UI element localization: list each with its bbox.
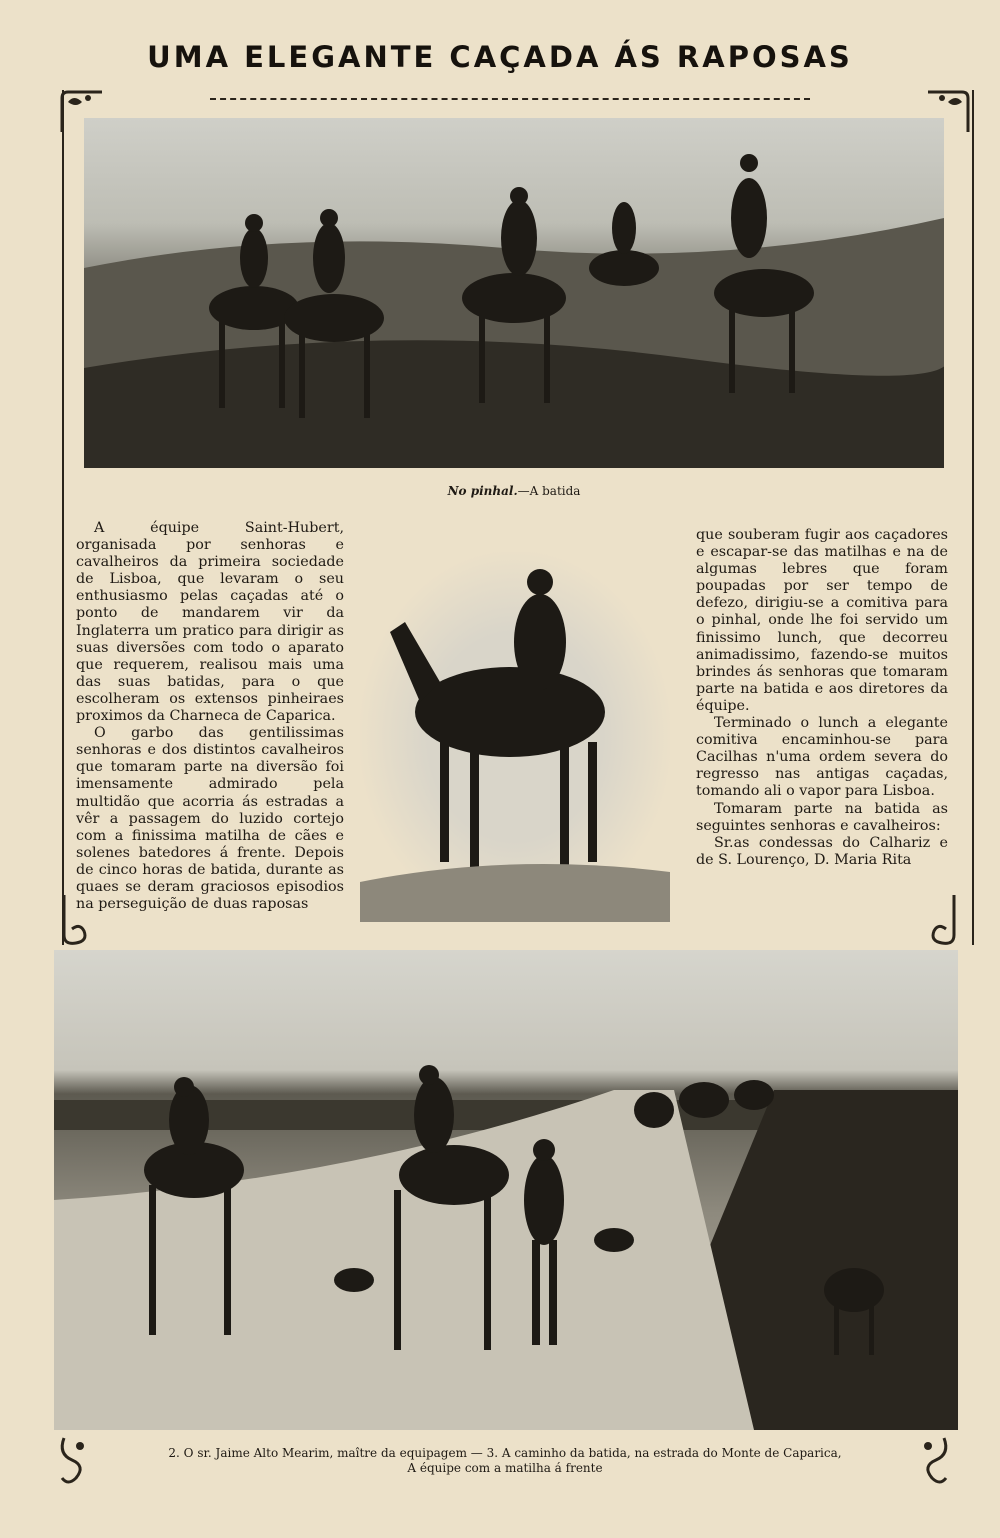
ornament-bottom-left: [58, 895, 100, 949]
photo3-caption-line2: A équipe com a matilha á frente: [407, 1461, 603, 1475]
article-column-1: [76, 520, 344, 913]
ornament-caption-right: [910, 1434, 952, 1488]
photo1-caption-rest: —A batida: [517, 484, 581, 498]
article-paragraph: Tomaram parte na batida as seguintes senhoras e cavalheiros:: [696, 800, 948, 834]
article-paragraph: Terminado o lunch a elegante comitiva encaminhou-se para Cacilhas n'uma ordem severa do regresso nas antigas caçadas, tomando ali o vapor para Lisboa.: [696, 715, 948, 800]
ornament-bottom-right: [918, 895, 960, 949]
photo3-caption-line1: 2. O sr. Jaime Alto Mearim, maître da equipagem — 3. A caminho da batida, na estrada do Monte de Caparica,: [168, 1446, 842, 1460]
article-paragraph: O garbo das gentilissimas senhoras e dos distintos cavalheiros que tomaram parte na diversão foi imensamente admirado pela multidão que acorria ás estradas a vêr a passagem do luzido cortejo com a finissima matilha de cães e solenes batedores á frente. Depois de cinco horas de batida, durante as quaes se deram graciosos episodios na perseguição de duas raposas: [76, 725, 344, 913]
photo1-caption-title: No pinhal.: [447, 484, 518, 498]
photo3-caption: [110, 1446, 900, 1476]
article-paragraph: que souberam fugir aos caçadores e escapar-se das matilhas e na de algumas lebres que foram poupadas por ser tempo de defezo, dirigiu-se a comitiva para o pinhal, onde lhe foi servido um finissimo lunch, que decorreu animadissimo, fazendo-se muitos brindes ás senhoras que tomaram parte na batida e aos diretores da équipe.: [696, 527, 948, 714]
page-title: UMA ELEGANTE CAÇADA ÁS RAPOSAS: [147, 40, 853, 74]
photo-rider-portrait: [360, 552, 670, 922]
photo1-caption: [84, 484, 944, 498]
article-paragraph: A équipe Saint-Hubert, organisada por senhoras e cavalheiros da primeira sociedade de Lisboa, que levaram o seu enthusiasmo pelas caçadas até o ponto de mandarem vir da Inglaterra um pratico para dirigir as suas diversões com todo o aparato que requerem, realisou mais uma das suas batidas, para o que escolheram os extensos pinheiraes proximos da Charneca de Caparica.: [76, 520, 344, 725]
photo-riders-in-pine-forest: [84, 118, 944, 468]
ornament-caption-left: [56, 1434, 98, 1488]
article-paragraph: Sr.as condessas do Calhariz e de S. Lourenço, D. Maria Rita: [696, 834, 948, 868]
article-column-2: [696, 527, 948, 869]
photo-hunt-on-the-road: [54, 950, 958, 1430]
